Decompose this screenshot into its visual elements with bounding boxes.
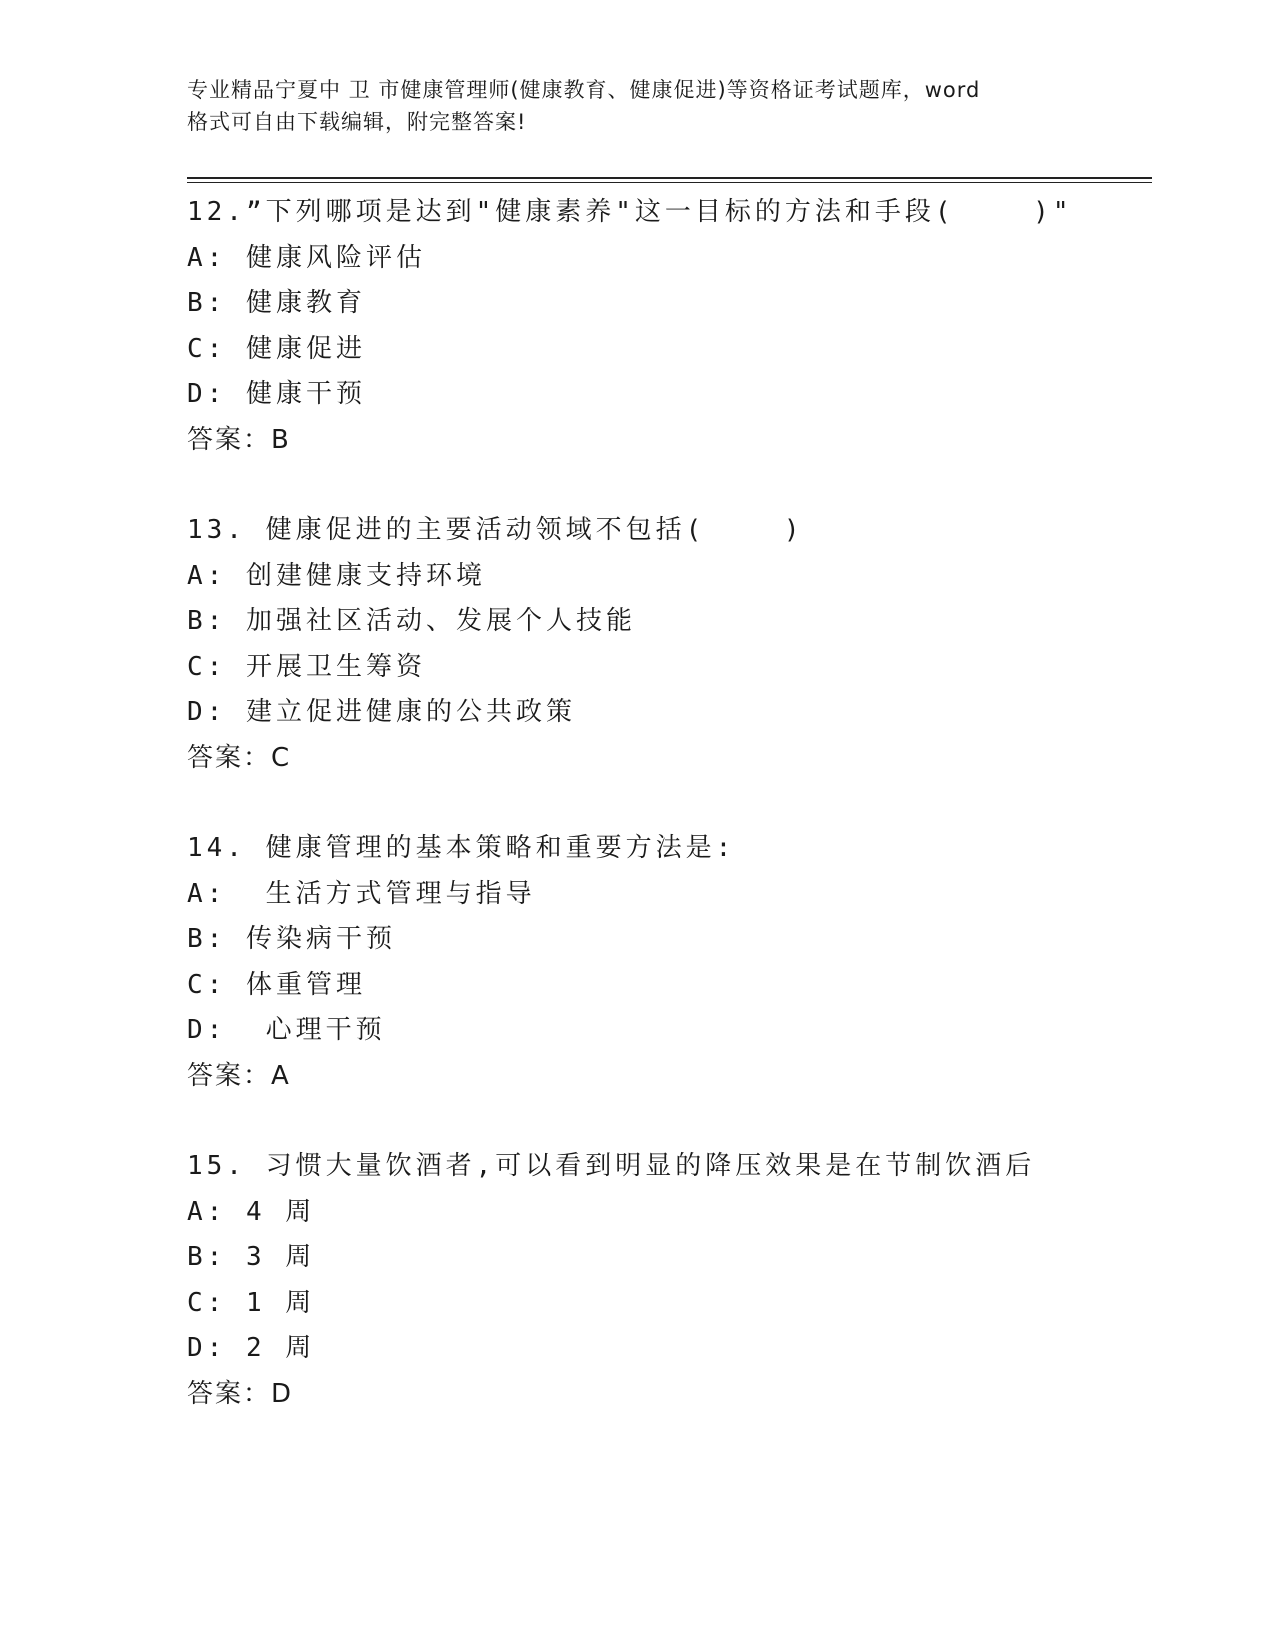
option-b: B: 3 周 [187,1242,316,1272]
question-stem: 12.”下列哪项是达到"健康素养"这一目标的方法和手段( )" [187,197,1073,227]
option-a: A: 生活方式管理与指导 [187,878,536,909]
question-stem: 14. 健康管理的基本策略和重要方法是: [187,833,736,863]
option-d: D: 建立促进健康的公共政策 [187,697,576,727]
answer-line: 答案：C [187,742,292,773]
option-c: C: 体重管理 [187,969,366,1000]
option-d: D: 心理干预 [187,1015,386,1045]
option-a: A: 4 周 [187,1196,316,1227]
answer-line: 答案：A [187,1060,291,1091]
option-a: A: 健康风险评估 [187,242,426,273]
option-d: D: 2 周 [187,1333,316,1363]
header-line-1: 专业精品宁夏中 卫 市健康管理师(健康教育、健康促进)等资格证考试题库，word [187,78,981,102]
option-b: B: 传染病干预 [187,924,396,954]
question-15 [187,1144,1147,1417]
option-c: C: 开展卫生筹资 [187,651,426,682]
question-list [187,190,1147,1462]
question-stem: 13. 健康促进的主要活动领域不包括( ) [187,515,804,545]
header-divider-thin [187,182,1152,183]
option-b: B: 加强社区活动、发展个人技能 [187,606,636,636]
question-13 [187,508,1147,781]
question-12 [187,190,1147,463]
option-b: B: 健康教育 [187,288,366,318]
question-stem: 15. 习惯大量饮酒者,可以看到明显的降压效果是在节制饮酒后 [187,1151,1036,1181]
question-14 [187,826,1147,1099]
answer-line: 答案：B [187,424,291,455]
option-c: C: 1 周 [187,1287,316,1318]
header-divider-thick [187,177,1152,179]
option-c: C: 健康促进 [187,333,366,364]
option-d: D: 健康干预 [187,379,366,409]
answer-line: 答案：D [187,1378,294,1409]
header-line-2: 格式可自由下载编辑，附完整答案! [187,110,527,134]
option-a: A: 创建健康支持环境 [187,560,486,591]
document-header [187,74,1087,138]
